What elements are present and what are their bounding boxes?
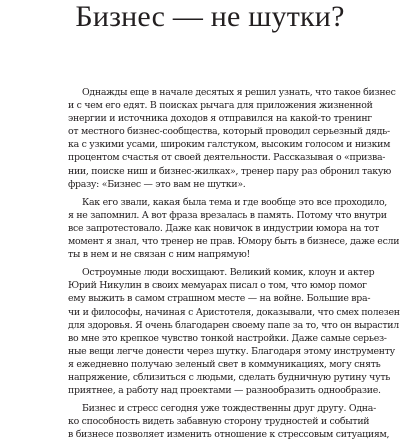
text-line: напряжение, сблизиться с людьми, сделать будничную рутину чуть	[68, 371, 391, 383]
paragraph	[68, 402, 390, 441]
text-line: я ежедневно получаю зеленый свет в коммуникациях, могу снять	[68, 358, 381, 370]
text-line: чи и философы, начиная с Аристотеля, доказывали, что смех полезен	[68, 306, 400, 318]
text-line: Юрий Никулин в своих мемуарах писал о том, что юмор помог	[68, 280, 367, 292]
text-line: момент я знал, что тренер не прав. Юмору быть в бизнесе, даже если	[68, 236, 400, 248]
chapter-title: Бизнес — не шутки?	[75, 0, 345, 33]
text-line: все запротестовало. Даже как новичок в индустрии юмора на тот	[68, 222, 380, 234]
text-line: ко способность видеть забавную сторону трудностей и событий	[68, 416, 370, 428]
paragraph	[68, 86, 396, 191]
paragraph	[68, 266, 400, 397]
text-line: энергии и источника доходов я отправился на какой-то тренинг	[68, 113, 372, 125]
text-line: Бизнес и стресс сегодня уже тождественны друг другу. Одна-	[82, 403, 376, 415]
text-line: Остроумные люди восхищают. Великий комик, клоун и актер	[82, 267, 375, 279]
text-line: нии, поиске ниш и бизнес-жилках», тренер пару раз обронил такую	[68, 165, 391, 177]
text-line: процентом счастья от своей деятельности. Рассказывая о «призва-	[68, 152, 386, 164]
text-line: фразу: «Бизнес — это вам не шутки».	[68, 178, 246, 190]
text-line: ные вещи легче донести через шутку. Благодаря этому инструменту	[68, 345, 395, 357]
text-line: в бизнесе позволяет изменить отношение к стрессовым ситуациям,	[68, 429, 390, 441]
body-text	[68, 86, 400, 446]
text-line: ему выжить в самом страшном месте — на войне. Большие вра-	[68, 293, 371, 305]
text-line: приятнее, а работу над проектами — разнообразить однообразие.	[68, 385, 381, 397]
text-line: и с чем его едят. В поисках рычага для приложения жизненной	[68, 100, 373, 112]
text-line: во мне это крепкое чувство тонкой настройки. Даже самые серьез-	[68, 332, 387, 344]
text-line: Однажды еще в начале десятых я решил узнать, что такое бизнес	[82, 87, 396, 98]
text-line: я не запомнил. А вот фраза врезалась в память. Потому что внутри	[68, 209, 387, 221]
paragraph	[68, 196, 400, 261]
text-line: ты в нем и не связан с ним напрямую!	[68, 249, 250, 261]
text-line: от местного бизнес-сообщества, который проводил серьезный дядь-	[68, 126, 390, 138]
text-line: для здоровья. Я очень благодарен своему папе за то, что он вырастил	[68, 319, 399, 331]
text-line: ка с узкими усами, широким галстуком, высоким голосом и низким	[68, 139, 391, 151]
text-line: Как его звали, какая была тема и где вообще это все проходило,	[82, 196, 388, 208]
